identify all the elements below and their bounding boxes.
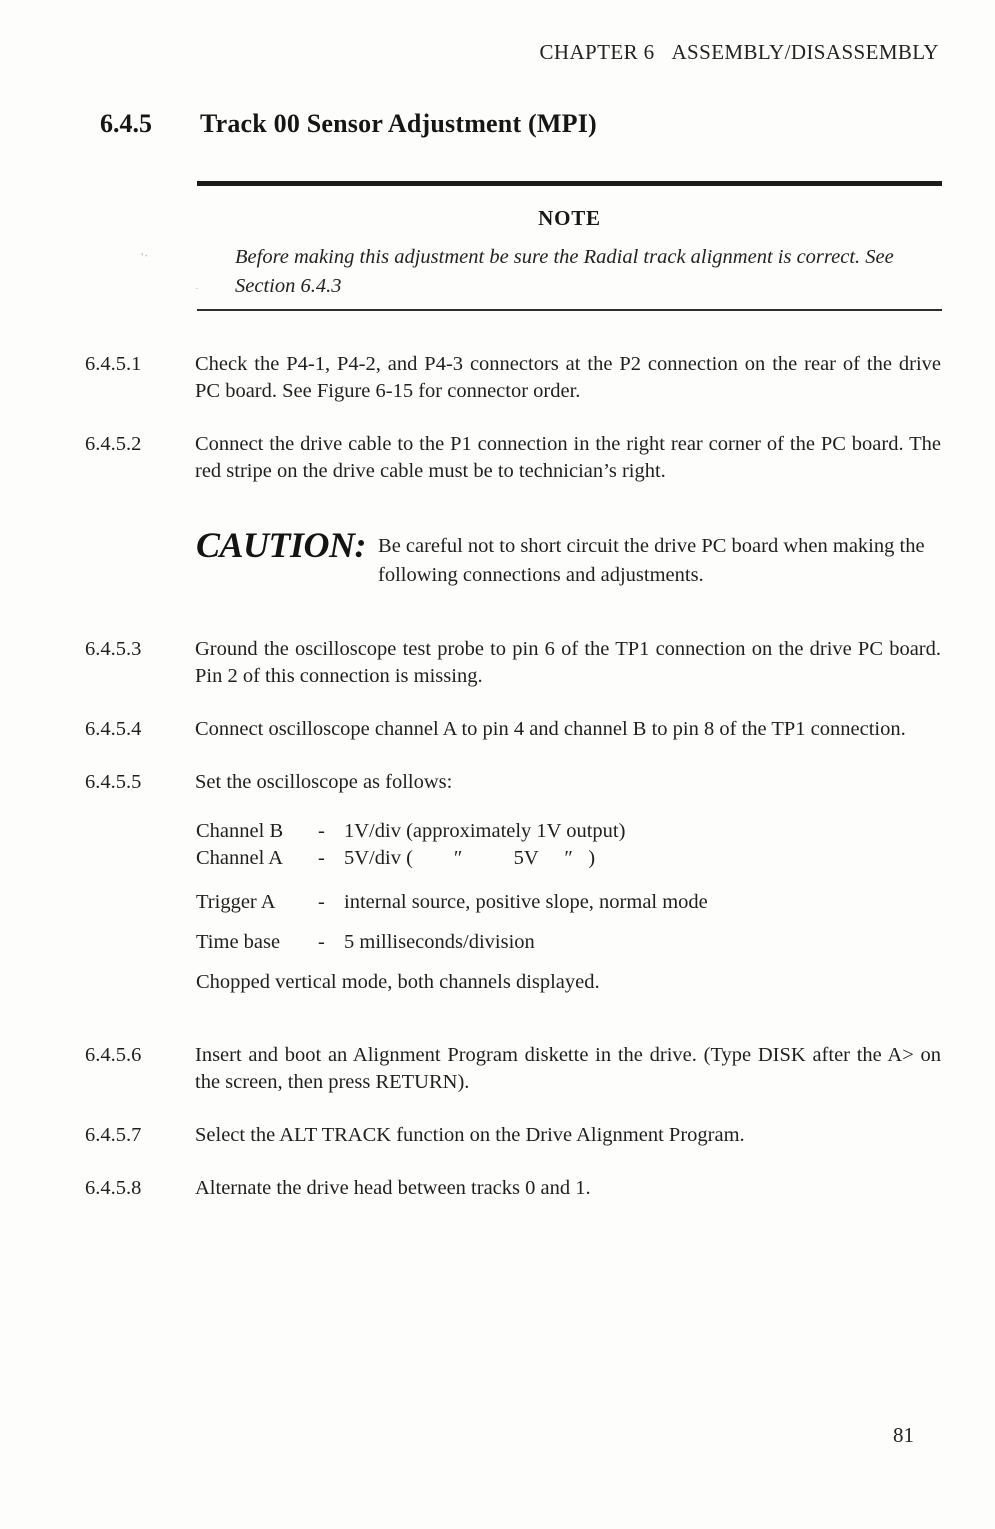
manual-page (0, 40, 995, 1529)
setting-channel-b (196, 818, 942, 845)
step-6453 (0, 636, 995, 690)
section-title: Track 00 Sensor Adjustment (MPI) (200, 109, 597, 138)
caution-label: CAUTION: (196, 525, 367, 565)
note-label: NOTE (538, 206, 601, 230)
setting-label: Trigger A (196, 891, 276, 913)
note-box (197, 181, 942, 311)
step-text: Set the oscilloscope as follows: (195, 771, 453, 793)
step-6455 (0, 769, 995, 796)
setting-label: Channel A (196, 847, 284, 869)
step-number: 6.4.5.7 (85, 1124, 142, 1146)
scope-mode-note: Chopped vertical mode, both channels displayed. (196, 971, 600, 993)
step-number: 6.4.5.1 (85, 353, 142, 375)
setting-value: 5 milliseconds/division (344, 931, 535, 953)
section-heading (0, 109, 995, 139)
step-6456 (0, 1042, 995, 1096)
setting-label: Channel B (196, 820, 284, 842)
step-text: Check the P4-1, P4-2, and P4-3 connectors at the P2 connection on the rear of the drive PC board. See Figure 6-15 for connector order. (195, 353, 941, 402)
step-text: Select the ALT TRACK function on the Drive Alignment Program. (195, 1124, 745, 1146)
step-6457 (0, 1122, 995, 1149)
setting-trigger-a (196, 889, 942, 916)
setting-value: 5V/div ( ″ 5V ″ ) (344, 847, 596, 869)
step-number: 6.4.5.4 (85, 718, 142, 740)
step-number: 6.4.5.6 (85, 1044, 142, 1066)
step-text: Insert and boot an Alignment Program diskette in the drive. (Type DISK after the A> on the screen, then press RETURN). (195, 1044, 941, 1093)
step-number: 6.4.5.8 (85, 1177, 142, 1199)
setting-dash: - (318, 847, 325, 869)
page-number: 81 (893, 1423, 914, 1447)
setting-label: Time base (196, 931, 281, 953)
setting-dash: - (318, 931, 325, 953)
step-number: 6.4.5.5 (85, 771, 142, 793)
scan-speck: ’‧ (139, 250, 150, 264)
note-text: Before making this adjustment be sure the Radial track alignment is correct. See Section 6.4.3 (235, 246, 894, 297)
setting-channel-a (196, 845, 942, 872)
scan-speck: · (195, 283, 199, 295)
channel-settings (196, 818, 942, 872)
step-text: Ground the oscilloscope test probe to pin 6 of the TP1 connection on the drive PC board. Pin 2 of this connection is missing. (195, 638, 941, 687)
setting-dash: - (318, 891, 325, 913)
step-6454 (0, 716, 995, 743)
caution-block (196, 525, 942, 590)
step-6458 (0, 1175, 995, 1202)
setting-value: 1V/div (approximately 1V output) (344, 820, 626, 842)
step-6452 (0, 431, 995, 485)
caution-text: Be careful not to short circuit the drive PC board when making the following connections and adjustments. (378, 535, 925, 586)
oscilloscope-settings (196, 818, 942, 996)
step-text: Connect oscilloscope channel A to pin 4 and channel B to pin 8 of the TP1 connection. (195, 718, 906, 740)
step-number: 6.4.5.3 (85, 638, 142, 660)
step-text: Alternate the drive head between tracks 0 and 1. (195, 1177, 591, 1199)
setting-dash: - (318, 820, 325, 842)
chapter-header: CHAPTER 6 ASSEMBLY/DISASSEMBLY (539, 40, 939, 64)
step-number: 6.4.5.2 (85, 433, 142, 455)
setting-value: internal source, positive slope, normal mode (344, 891, 708, 913)
setting-time-base (196, 929, 942, 956)
section-number: 6.4.5 (100, 109, 152, 138)
step-text: Connect the drive cable to the P1 connection in the right rear corner of the PC board. The red stripe on the drive cable must be to technician’s right. (195, 433, 941, 482)
step-6451 (0, 351, 995, 405)
